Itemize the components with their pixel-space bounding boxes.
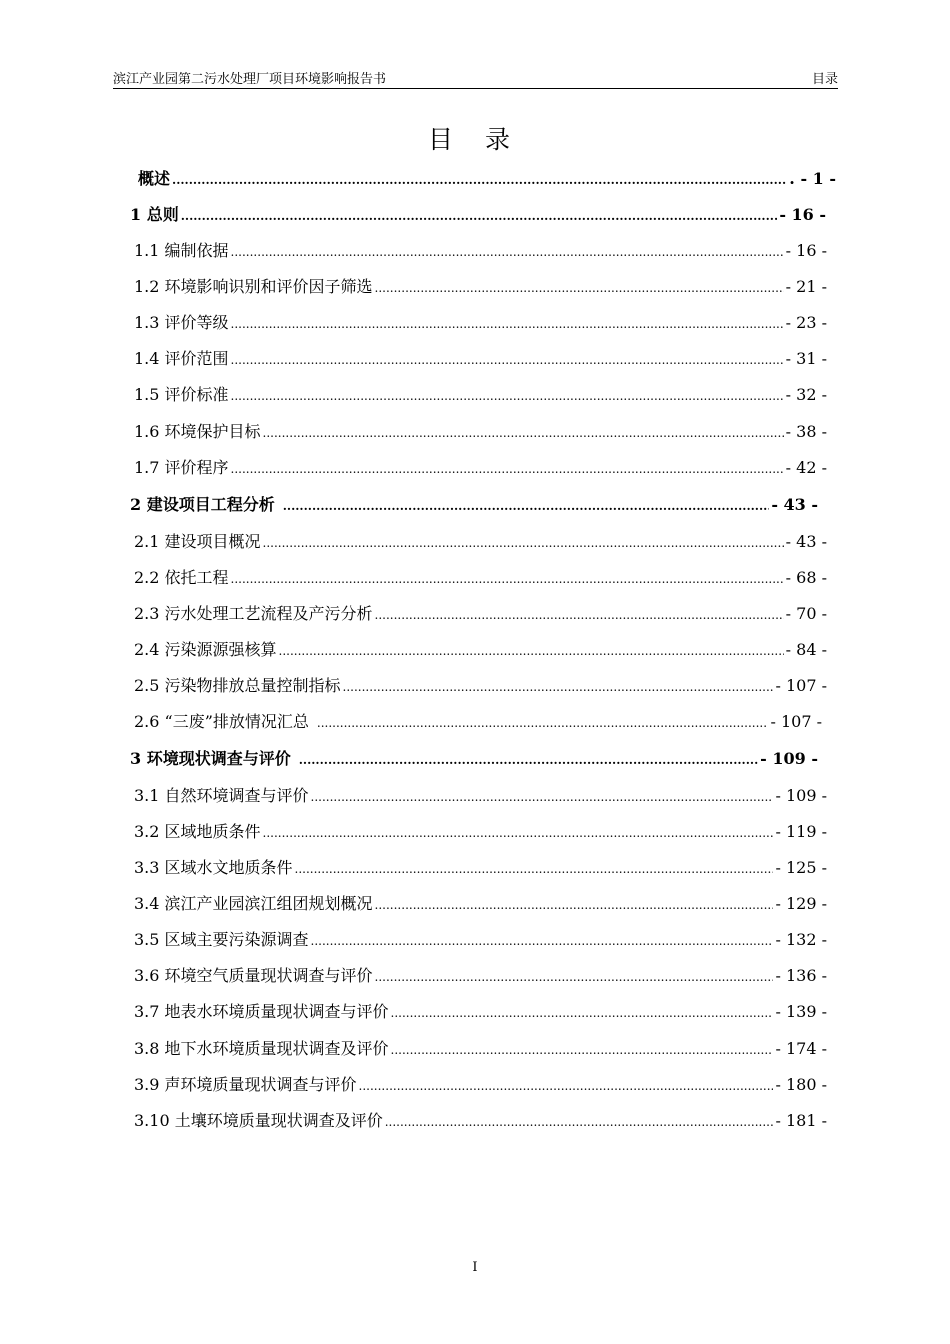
toc-entry-page: - 174 - xyxy=(775,1039,827,1058)
toc-entry[interactable] xyxy=(130,746,818,772)
toc-entry-page: - 109 - xyxy=(760,749,818,768)
toc-entry[interactable] xyxy=(134,819,827,845)
toc-entry-label: 概述 xyxy=(138,169,171,188)
page-title: 目 录 xyxy=(428,125,522,154)
dot-leader xyxy=(231,311,784,337)
toc-entry[interactable] xyxy=(134,637,827,663)
toc-entry[interactable] xyxy=(134,274,827,300)
section-name-header: 目录 xyxy=(811,72,838,87)
toc-entry[interactable] xyxy=(134,709,822,735)
toc-entry[interactable] xyxy=(134,565,827,591)
toc-entry[interactable] xyxy=(134,346,827,372)
dot-leader xyxy=(295,856,774,882)
toc-entry-label: 3 环境现状调查与评价 xyxy=(130,749,291,768)
toc-entry[interactable] xyxy=(134,601,827,627)
toc-entry[interactable] xyxy=(134,1036,827,1062)
dot-leader xyxy=(343,674,774,700)
toc-entry[interactable] xyxy=(134,1108,827,1134)
toc-entry-label: 3.6 环境空气质量现状调查与评价 xyxy=(134,966,373,985)
toc-entry-label: 2.4 污染源源强核算 xyxy=(134,640,277,659)
toc-entry[interactable] xyxy=(134,891,827,917)
toc-entry-label: 1.6 环境保护目标 xyxy=(134,422,261,441)
toc-entry-label: 1 总则 xyxy=(130,205,179,224)
toc-entry-page: - 16 - xyxy=(779,205,826,224)
toc-entry-label: 1.3 评价等级 xyxy=(134,313,229,332)
dot-leader xyxy=(317,710,769,736)
toc-entry-page: - 31 - xyxy=(785,349,827,368)
toc-entry[interactable] xyxy=(134,238,827,264)
toc-entry[interactable] xyxy=(130,492,818,518)
toc-entry-label: 2 建设项目工程分析 xyxy=(130,495,275,514)
toc-entry[interactable] xyxy=(134,529,827,555)
toc-entry-page: - 136 - xyxy=(775,966,827,985)
toc-entry-page: - 181 - xyxy=(775,1111,827,1130)
dot-leader xyxy=(172,167,787,193)
dot-leader xyxy=(311,928,774,954)
toc-entry-page: - 125 - xyxy=(775,858,827,877)
page-number-footer: I xyxy=(472,1260,478,1275)
toc-entry-page: - 84 - xyxy=(785,640,827,659)
toc-entry[interactable] xyxy=(134,927,827,953)
dot-leader xyxy=(375,275,784,301)
toc-entry-page: . - 1 - xyxy=(789,169,836,188)
toc-entry-label: 3.10 土壤环境质量现状调查及评价 xyxy=(134,1111,383,1130)
toc-entry-label: 2.3 污水处理工艺流程及产污分析 xyxy=(134,604,373,623)
toc-entry-label: 1.4 评价范围 xyxy=(134,349,229,368)
toc-entry-page: - 42 - xyxy=(785,458,827,477)
dot-leader xyxy=(263,420,784,446)
toc-entry-label: 3.3 区域水文地质条件 xyxy=(134,858,293,877)
toc-entry-label: 2.6 “三废”排放情况汇总 xyxy=(134,712,309,731)
toc-entry-label: 2.1 建设项目概况 xyxy=(134,532,261,551)
toc-entry-page: - 107 - xyxy=(775,676,827,695)
toc-entry-label: 2.5 污染物排放总量控制指标 xyxy=(134,676,341,695)
toc-entry[interactable] xyxy=(134,855,827,881)
toc-entry-page: - 180 - xyxy=(775,1075,827,1094)
toc-entry-page: - 23 - xyxy=(785,313,827,332)
dot-leader xyxy=(375,602,784,628)
toc-entry-page: - 43 - xyxy=(785,532,827,551)
toc-entry-page: - 16 - xyxy=(785,241,827,260)
toc-entry-page: - 43 - xyxy=(771,495,818,514)
toc-entry[interactable] xyxy=(134,419,827,445)
dot-leader xyxy=(391,1000,774,1026)
toc-entry-page: - 21 - xyxy=(785,277,827,296)
toc-entry[interactable] xyxy=(134,455,827,481)
dot-leader xyxy=(181,203,778,229)
toc-entry[interactable] xyxy=(134,382,827,408)
toc-entry-label: 3.9 声环境质量现状调查与评价 xyxy=(134,1075,357,1094)
dot-leader xyxy=(279,638,784,664)
dot-leader xyxy=(299,747,758,773)
toc-entry[interactable] xyxy=(134,783,827,809)
toc-entry[interactable] xyxy=(134,673,827,699)
toc-entry-page: - 68 - xyxy=(785,568,827,587)
dot-leader xyxy=(231,456,784,482)
toc-entry-page: - 32 - xyxy=(785,385,827,404)
dot-leader xyxy=(375,964,774,990)
toc-entry-page: - 129 - xyxy=(775,894,827,913)
toc-entry[interactable] xyxy=(134,999,827,1025)
toc-entry-label: 3.1 自然环境调查与评价 xyxy=(134,786,309,805)
toc-entry-label: 3.5 区域主要污染源调查 xyxy=(134,930,309,949)
toc-entry-page: - 132 - xyxy=(775,930,827,949)
toc-entry[interactable] xyxy=(130,202,826,228)
dot-leader xyxy=(263,820,774,846)
toc-entry-label: 2.2 依托工程 xyxy=(134,568,229,587)
toc-entry-label: 3.7 地表水环境质量现状调查与评价 xyxy=(134,1002,389,1021)
document-title-header: 滨江产业园第二污水处理厂项目环境影响报告书 xyxy=(113,72,387,87)
toc-entry-label: 3.8 地下水环境质量现状调查及评价 xyxy=(134,1039,389,1058)
toc-entry-label: 1.2 环境影响识别和评价因子筛选 xyxy=(134,277,373,296)
dot-leader xyxy=(283,493,770,519)
dot-leader xyxy=(359,1073,774,1099)
dot-leader xyxy=(385,1109,774,1135)
toc-entry-page: - 107 - xyxy=(770,712,822,731)
dot-leader xyxy=(263,530,784,556)
toc-entry-label: 3.2 区域地质条件 xyxy=(134,822,261,841)
toc-entry[interactable] xyxy=(134,1072,827,1098)
toc-entry-page: - 119 - xyxy=(775,822,827,841)
toc-entry-page: - 70 - xyxy=(785,604,827,623)
dot-leader xyxy=(391,1037,774,1063)
toc-entry[interactable] xyxy=(138,166,836,192)
toc-entry-label: 1.5 评价标准 xyxy=(134,385,229,404)
page-header xyxy=(113,66,838,89)
dot-leader xyxy=(231,347,784,373)
dot-leader xyxy=(231,383,784,409)
dot-leader xyxy=(231,566,784,592)
toc-entry-label: 1.1 编制依据 xyxy=(134,241,229,260)
toc-entry-label: 1.7 评价程序 xyxy=(134,458,229,477)
dot-leader xyxy=(375,892,774,918)
toc-entry-page: - 38 - xyxy=(785,422,827,441)
toc-entry[interactable] xyxy=(134,310,827,336)
toc-entry[interactable] xyxy=(134,963,827,989)
toc-entry-page: - 139 - xyxy=(775,1002,827,1021)
toc-entry-page: - 109 - xyxy=(775,786,827,805)
dot-leader xyxy=(311,784,774,810)
toc-entry-label: 3.4 滨江产业园滨江组团规划概况 xyxy=(134,894,373,913)
dot-leader xyxy=(231,239,784,265)
